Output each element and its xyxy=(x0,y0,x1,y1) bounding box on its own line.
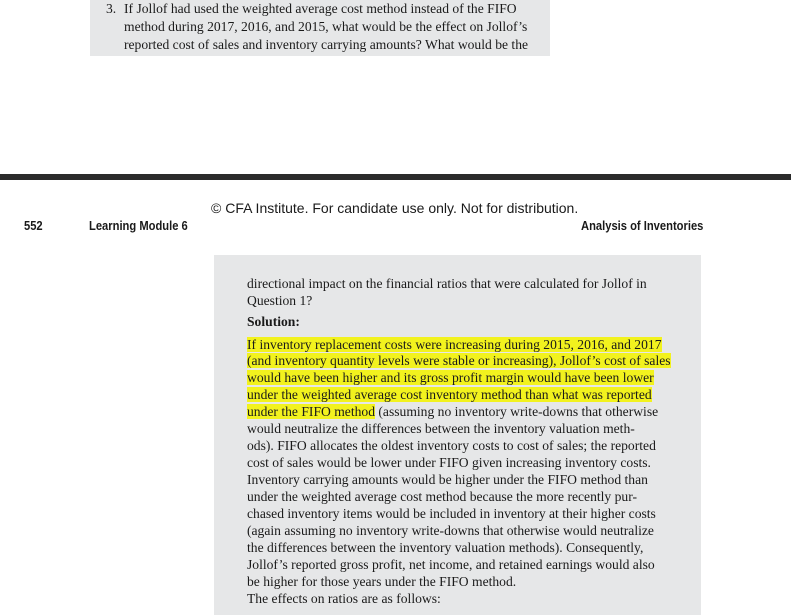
solution-line: Jollof’s reported gross profit, net income, and retained earnings would also xyxy=(247,557,655,572)
highlighted-text: under the FIFO method xyxy=(247,404,375,419)
solution-label: Solution: xyxy=(247,314,300,329)
solution-line: Inventory carrying amounts would be higher under the FIFO method than xyxy=(247,472,648,487)
solution-line: cost of sales would be lower under FIFO given increasing inventory costs. xyxy=(247,455,651,470)
solution-line: ods). FIFO allocates the oldest inventory costs to cost of sales; the reported xyxy=(247,438,656,453)
solution-line xyxy=(247,353,671,369)
solution-line xyxy=(247,370,654,386)
effects-line: The effects on ratios are as follows: xyxy=(247,591,441,606)
highlighted-text: would have been higher and its gross profit margin would have been lower xyxy=(247,370,654,385)
solution-text: (assuming no inventory write-downs that otherwise xyxy=(375,404,659,419)
section-title: Analysis of Inventories xyxy=(581,218,704,233)
question-continued-line: Question 1? xyxy=(247,293,313,308)
solution-line xyxy=(247,387,652,403)
page-number: 552 xyxy=(24,218,43,233)
solution-line: (again assuming no inventory write-downs that otherwise would neutralize xyxy=(247,523,654,538)
solution-line: under the weighted average cost method because the more recently pur- xyxy=(247,489,638,504)
solution-line xyxy=(247,404,658,420)
page-divider xyxy=(0,174,791,180)
solution-line: would neutralize the differences between the inventory valuation meth- xyxy=(247,421,635,436)
question-continued-line: directional impact on the financial ratios that were calculated for Jollof in xyxy=(247,276,647,291)
solution-line: the differences between the inventory valuation methods). Consequently, xyxy=(247,540,644,555)
solution-line: chased inventory items would be included in inventory at their higher costs xyxy=(247,506,656,521)
solution-line xyxy=(247,337,662,353)
module-title: Learning Module 6 xyxy=(89,218,188,233)
solution-line: be higher for those years under the FIFO method. xyxy=(247,574,517,589)
highlighted-text: If inventory replacement costs were increasing during 2015, 2016, and 2017 xyxy=(247,337,662,352)
highlighted-text: (and inventory quantity levels were stable or increasing), Jollof’s cost of sales xyxy=(247,353,671,368)
question-line: method during 2017, 2016, and 2015, what would be the effect on Jollof’s xyxy=(124,19,528,34)
question-line: reported cost of sales and inventory carrying amounts? What would be the xyxy=(124,37,529,52)
question-line: If Jollof had used the weighted average cost method instead of the FIFO xyxy=(124,1,517,16)
copyright-text: © CFA Institute. For candidate use only. Not for distribution. xyxy=(211,200,579,216)
highlighted-text: under the weighted average cost inventory method than what was reported xyxy=(247,387,652,402)
question-number: 3. xyxy=(106,1,117,16)
